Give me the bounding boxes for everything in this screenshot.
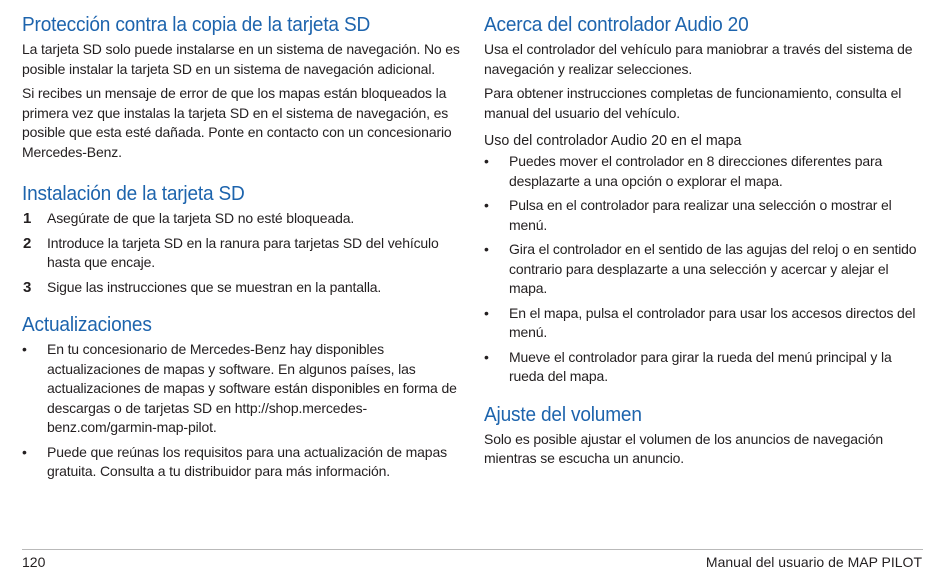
bullet-icon: • xyxy=(484,153,489,169)
sd-install-section xyxy=(22,179,462,297)
updates-section xyxy=(22,310,462,482)
about-controller-heading: Acerca del controlador Audio 20 xyxy=(484,13,749,36)
bullet-text: Puedes mover el controlador en 8 direcciones diferentes para desplazarte a una opción o explorar el mapa. xyxy=(509,153,883,189)
bullet-icon: • xyxy=(484,348,489,365)
right-column xyxy=(484,10,924,474)
updates-heading: Actualizaciones xyxy=(22,313,152,336)
sd-protection-paragraph-1: La tarjeta SD solo puede instalarse en un sistema de navegación. No es posible instalar la tarjeta SD en un sistema de navegación adicional. xyxy=(22,41,460,77)
about-controller-section xyxy=(484,10,924,387)
list-item xyxy=(484,196,924,235)
left-column xyxy=(22,10,462,487)
updates-list xyxy=(22,340,462,482)
sd-install-heading: Instalación de la tarjeta SD xyxy=(22,182,245,205)
bullet-icon: • xyxy=(22,443,27,460)
bullet-text: En tu concesionario de Mercedes-Benz hay disponibles actualizaciones de mapas y software. En algunos países, las actualizaciones de mapas y software están disponibles en forma de descargas o de tarjetas SD en http://shop.mercedes-benz.com/garmin-map-pilot. xyxy=(47,341,457,435)
step-number: 2 xyxy=(23,234,32,252)
volume-section xyxy=(484,400,924,469)
bullet-icon: • xyxy=(484,304,489,321)
sd-protection-section xyxy=(22,10,462,162)
step-item xyxy=(22,209,462,229)
volume-paragraph: Solo es posible ajustar el volumen de los anuncios de navegación mientras se escucha un anuncio. xyxy=(484,430,883,466)
controller-map-subheading: Uso del controlador Audio 20 en el mapa xyxy=(484,132,742,149)
step-item xyxy=(22,278,462,298)
step-number: 1 xyxy=(23,210,32,227)
list-item xyxy=(484,304,924,343)
bullet-icon: • xyxy=(22,341,27,357)
footer-divider xyxy=(22,549,923,550)
list-item xyxy=(484,240,924,299)
list-item xyxy=(484,348,924,387)
bullet-icon: • xyxy=(484,197,489,213)
bullet-text: Mueve el controlador para girar la rueda del menú principal y la rueda del mapa. xyxy=(509,348,892,384)
list-item xyxy=(22,443,462,482)
page-number: 120 xyxy=(22,554,46,570)
step-text: Asegúrate de que la tarjeta SD no esté bloqueada. xyxy=(47,210,355,226)
volume-heading: Ajuste del volumen xyxy=(484,402,642,426)
about-controller-paragraph-1: Usa el controlador del vehículo para maniobrar a través del sistema de navegación y realizar selecciones. xyxy=(484,41,913,77)
manual-title: Manual del usuario de MAP PILOT xyxy=(705,554,922,570)
sd-protection-paragraph-2: Si recibes un mensaje de error de que los mapas están bloqueados la primera vez que instalas la tarjeta SD en el sistema de navegación, es posible que esta esté dañada. Ponte en contacto con un concesionario Mercedes-Benz. xyxy=(22,85,452,160)
bullet-text: Gira el controlador en el sentido de las agujas del reloj o en sentido contrario para desplazarte a una selección y acercar y alejar el mapa. xyxy=(509,241,917,296)
sd-protection-heading: Protección contra la copia de la tarjeta SD xyxy=(22,13,371,36)
list-item xyxy=(484,152,924,191)
sd-install-steps xyxy=(22,209,462,297)
bullet-text: Pulsa en el controlador para realizar una selección o mostrar el menú. xyxy=(509,197,892,233)
step-text: Introduce la tarjeta SD en la ranura para tarjetas SD del vehículo hasta que encaje. xyxy=(47,234,439,270)
about-controller-paragraph-2: Para obtener instrucciones completas de funcionamiento, consulta el manual del usuario del vehículo. xyxy=(484,85,902,121)
step-item xyxy=(22,234,462,273)
controller-map-list xyxy=(484,152,924,387)
step-text: Sigue las instrucciones que se muestran en la pantalla. xyxy=(47,278,382,295)
list-item xyxy=(22,340,462,438)
bullet-text: Puede que reúnas los requisitos para una actualización de mapas gratuita. Consulta a tu distribuidor para más información. xyxy=(47,443,447,479)
bullet-icon: • xyxy=(484,241,489,257)
step-number: 3 xyxy=(23,278,32,296)
bullet-text: En el mapa, pulsa el controlador para usar los accesos directos del menú. xyxy=(509,304,916,340)
